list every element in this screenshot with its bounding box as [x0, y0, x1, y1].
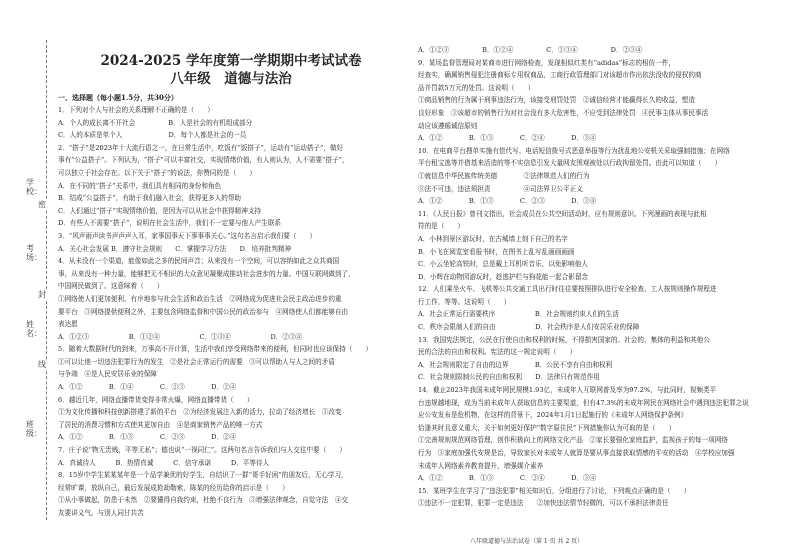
question-line: 经常旷课，放纵自己，最后发展成抢劫勒索，陈某的经历给你的启示是（ ） [58, 483, 289, 492]
question-line: 可以独立于社会存在。以下关于“搭子”的说法，你赞同的是（ ） [58, 168, 256, 177]
question-line: 良好形象 ③该超市的销售行为对社会没有多大危害性，不应受到法律处罚 ④民事主体从事民事活 [418, 108, 709, 117]
page-footer: 八年级道德与法治试卷（第 1 页 共 2 页） [470, 538, 584, 545]
question-line: C．人们通过“搭子”实现情绪价值，是因为可以从社会中获得精神支持 [58, 206, 262, 215]
question-line: 平台租宝逃等并借基来活造的等不实信息引发大量网友围观被处以行政拘留处罚。由此可以知道（ ） [418, 159, 722, 168]
question-line: C．人的本质是单个人 D．每个人都是社会的一员 [58, 131, 247, 140]
question-line: A．在不同的“搭子”关系中，我们具有相同的身份和角色 [58, 181, 222, 190]
question-line: 要平台 ③网络提供便利之外，主要包含网络监督和中国公民的政治参与 ④网络使人们都能够自由 [58, 307, 349, 316]
binding-margin [0, 0, 58, 550]
question-line: ①可以让他一切违法犯罪行为的发生 ②是社会正常运行的需要 ③可以帮助人与人之间的矛盾 [58, 357, 335, 366]
question-line: 5．随着大数据时代的到来，万事高不开计算，生活中我们享受网络带来的便利，但同时也应该保持（ ） [58, 345, 373, 354]
question-line: A．①② B．①③ C．②④ D．③④ [418, 474, 597, 483]
question-line: 民的合法的自由和权利。宪法的这一规定说明（ ） [418, 348, 577, 357]
question-line: 15．某班学生在学习了“违法犯罪”相关知识后，分组进行了讨论，下列观点正确的是（ ） [418, 486, 691, 495]
exam-room-label: 考场： [26, 244, 42, 262]
question-line: A．社会规则限定了自由的边界 B．公民不享有自由和权利 [418, 360, 613, 369]
question-line: D．小辉在动物园游玩时，趁逃护栏与狗花能一起合影留念 [418, 272, 589, 281]
question-line: ①网络使人们更加便利、有序地参与社会生活和政治生活 ②网络成为促进社会民主政治进步的重 [58, 294, 342, 303]
question-line: 行为 ③家庭加强代安规是治，导致家长对未成年人就算是要从事直接获取情感的平安的活动 ④学校应加强 [418, 449, 735, 457]
question-line: ③法不可违，违法须担责 ④司法界卫公平正义 [418, 184, 583, 193]
question-line: ①为文化传播和科技创新搭建了新的平台 ②为经济发展注入新的活力，拉动了经济增长 ③改变 [58, 408, 342, 417]
question-line: ①完善规则规范网络管理，创作积极向上的网络文化产品 ②家长要强化家庭监护，监视孩子的每一项网络 [418, 436, 728, 445]
question-line: 应公安发布是危机物，在这样的背景下，2024年1月1日起施行的《未成年人网络保护条例》 [418, 411, 688, 420]
question-line: A．真诚待人 B．热情真诚 C．信守承诺 D．平等待人 [58, 458, 270, 467]
question-line: 4．从未没有一个渠道，能像如此之多的民间声音；从来没有一个空间，可以容纳如此之众共商国 [58, 257, 340, 266]
question-line: 9．某场监督管理局对某商市进行网络检查，发现相似红类有“adidas”标志的相仿一件， [418, 58, 675, 67]
question-line: 台违规越地现，成为当前未成年人获取信息的主要渠道，但有47.3%的未成年网民在网络社会中遇到违法犯罪之说 [418, 398, 749, 407]
question-line: A．个人的成长离不开社会 B．人是社会的有机组成部分 [58, 118, 253, 127]
seal-char-2: 封 [38, 290, 46, 299]
question-line: 动应该遵循诚信原则 [418, 121, 478, 130]
question-line: B．结成“公益搭子”，有助于我们融入社会，获得更多人的帮助 [58, 194, 242, 203]
school-label: 学校： [26, 178, 42, 196]
right-question-list [418, 44, 780, 510]
exam-subtitle: 八年级 道德与法治 [170, 71, 292, 87]
section-heading: 一、选择题（每小题1.5分，共30分） [58, 93, 178, 102]
question-line: ①就信息中华民族传统美德 ②法律规范人们的行为 [418, 171, 590, 180]
question-line: A．关心社会发展 B．遵守社会规则 C．掌握学习方法 D．培养批判精神 [58, 244, 292, 253]
question-line: A．①②③ B．①②④ C．①③④ D．②③④ [418, 46, 643, 54]
question-line: ①违法不一定犯罪，犯罪一定是违法 ②加快违法情节轻微的，可以不承担法律责任 [418, 499, 669, 508]
seal-char-1: 密 [38, 200, 46, 209]
exam-title: 2024-2025 学年度第一学期期中考试试卷 [100, 53, 362, 69]
question-line: 6．越近几年，网络直播带货变得非常火爆，网络直播带货（ ） [58, 395, 254, 404]
class-label: 班级： [26, 420, 42, 438]
question-line: 未成年人网络素养教育提升，增强媒介素养 [418, 461, 544, 470]
left-column [58, 0, 404, 520]
left-question-list [58, 104, 404, 520]
question-line: C．社会规则限制公民的自由和权利 D．法律只有规范作用 [418, 373, 600, 382]
seal-line [46, 40, 47, 520]
question-line: 中国网民做到了。这意味着（ ） [58, 282, 164, 291]
seal-char-3: 线 [38, 360, 46, 369]
question-line: B．小飞在阅览室看报书时，在图书上乱写乱画画画画 [418, 247, 575, 256]
question-line: 2．“搭子”是2023年十大流行语之一，在日常生活中，吃饭有“饭搭子”，运动有“运动搭子”，做好 [58, 143, 344, 152]
question-line: D．有些人不需要“搭子”，说明在社会生活中，我们不一定要与他人产生联系 [58, 219, 282, 228]
question-line: 10．在电商平台搜单实施有偿代写、电话短信拨号式恶意举报等行为扰乱地公安机关采取强制措施；在网络 [418, 146, 730, 155]
question-line: 恰逢其时且意义重大，关于如何更好保护“数字原住民”下列措施你认为可取的是（ ） [418, 423, 676, 432]
question-line: ①商品销售的行为属于刑事违法行为，该接受刑罚处罚 ②诚信经营才能赢得长久的收益，塑造 [418, 96, 695, 105]
question-line: 事有“公益搭子”。下列认为，“搭子”可以丰富社交，实现情绪价值，有人则认为，人不需要“搭子”， [58, 156, 349, 165]
question-line: A．①②③ B．①②④ C．①③④ D．②③④ [58, 332, 303, 341]
question-line: 与争端 ④是人民安居乐业的保障 [58, 370, 157, 379]
question-line: A．①② B．①④ C．②③ D．②④ [58, 383, 237, 392]
question-line: 符的是（ ） [418, 222, 465, 231]
question-line: C．小云坐轮高铁时，总是戴上耳机听音乐，以免影响他人 [418, 260, 588, 269]
question-line: 13．我国宪法规定，公民在行使自由和权利的时候，不得损害国家的、社会的、集体的利益和其他公 [418, 335, 710, 344]
question-line: ①从小事做起，防患于未然 ②要懂得自我约束，杜绝不良行为 ③增强法律观念，自觉守法 ④交 [58, 496, 349, 505]
question-line: 表达愿 [58, 320, 78, 329]
question-line: A．①② B．①③ C．②③ D．②④ [58, 433, 237, 442]
question-line: 14．截止2023年我国未成年网民规模1.93亿，未成年人互联网普及率为97.2%，与此同时，视频类平 [418, 386, 717, 395]
question-line: 3．“风声雨声读书声声声入耳，家事国事天下事事事关心。”这句名言启示我们要（ ） [58, 231, 317, 240]
right-column [418, 0, 780, 510]
question-line: 事，从来没有一种力量，能够把无不相识的大众意见凝聚成推动社会进步的力量。中国互联网做到了， [58, 269, 355, 278]
question-line: 8．15岁中学生某某某年是一个品学兼优的好学生，自结识了一群“哥手好闲”的朋友后，无心学习， [58, 471, 348, 480]
question-line: A．社会正常运行需要秩序 B．社会规则约束人们的生活 [418, 310, 619, 319]
question-line: A．①② B．①③ C．②③ D．③④ [418, 197, 597, 206]
question-line: 12．人们乘坐火车、飞机等公共交通工具出行时往往要按照排队进行安全检查、工人按规则操作规程进 [418, 285, 717, 294]
name-label: 姓名： [26, 320, 42, 338]
question-line: 品并罚款5万元的处罚。这说明（ ） [418, 83, 535, 92]
question-line: 11．《人民日报》曾刊文指出，社会成员在公共空间活动时，应有规则意识。下列漫画的表现与此相 [418, 209, 707, 218]
question-line: A．小林到景区游玩时，在古城墙上刻下自己的名字 [418, 234, 568, 243]
question-line: 经查实，确属销售侵犯注册商标专用权商品，工商行政管理部门对该超市作出依法没收的侵权的商 [418, 71, 702, 80]
question-line: A．①② B．①③ C．②④ D．③④ [418, 134, 597, 143]
question-line: 友要讲义气，与别人同甘共苦 [58, 509, 144, 517]
question-line: 7．庄子说“物无贵贱，平等无私”；德也说“一视同仁”。这两句名言告诉我们与人交往中要（ ） [58, 446, 347, 455]
question-line: 行工作，等等。这说明（ ） [418, 297, 511, 306]
question-line: 1．下列对个人与社会的关系理解不正确的是（ ） [58, 106, 214, 114]
question-line: C．秩序会限制人们的自由 D．社会秩序是人们安居乐业的保障 [418, 323, 640, 332]
question-line: 了居民的消费习惯和方式使其更加自由 ④是商家销售产品的唯一方式 [58, 420, 263, 429]
